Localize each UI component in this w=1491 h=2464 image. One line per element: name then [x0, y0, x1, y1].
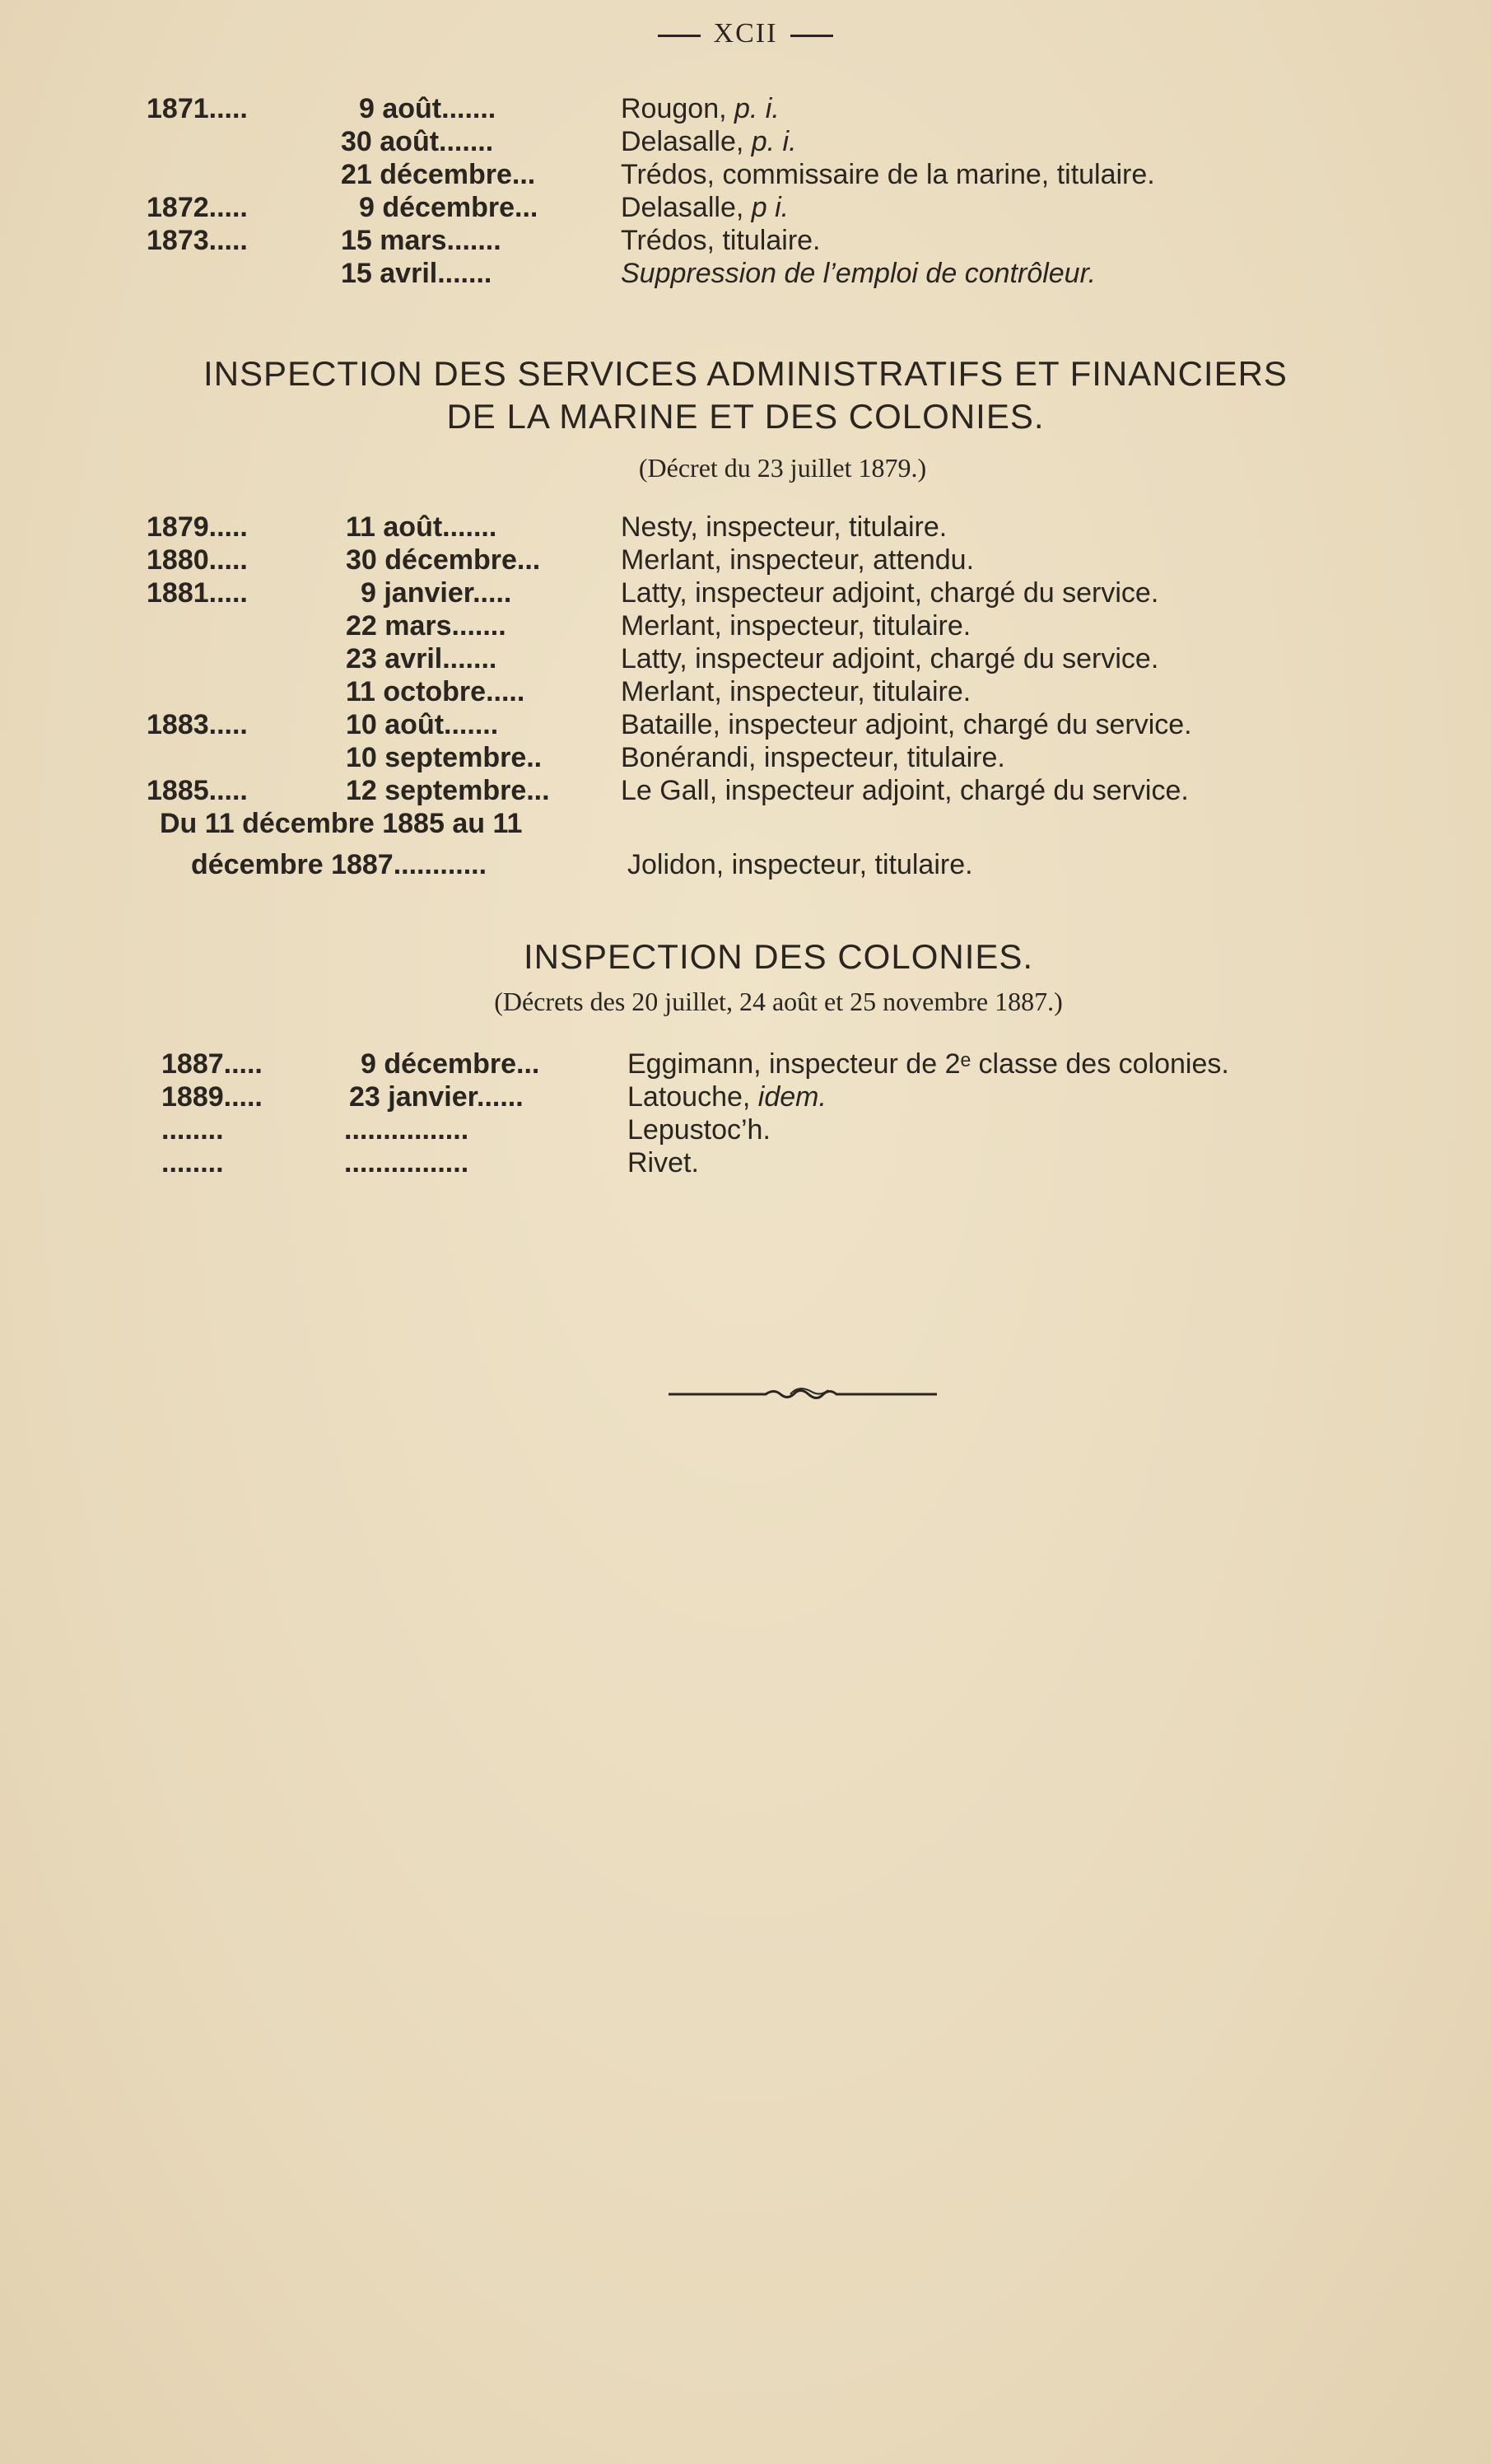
table-row	[0, 708, 1491, 741]
table-row	[0, 158, 1491, 191]
row-name: Merlant, inspecteur, titulaire.	[621, 610, 971, 642]
row-date: 15 mars.......	[341, 225, 501, 256]
table-row	[0, 1048, 1491, 1080]
page-header	[0, 18, 1491, 49]
row-name-text: Delasalle,	[621, 192, 752, 223]
row-name-text: Rougon,	[621, 93, 734, 124]
row-name: Lepustoc’h.	[627, 1114, 771, 1146]
row-year: 1889.....	[161, 1081, 263, 1113]
row-year: 1885.....	[147, 775, 248, 806]
row-name: Nesty, inspecteur, titulaire.	[621, 511, 948, 543]
page-number: XCII	[713, 18, 778, 49]
header-dash-right	[790, 35, 833, 37]
table-row	[0, 609, 1491, 642]
row-year: 1873.....	[147, 225, 248, 256]
table-row	[0, 92, 1491, 125]
row-name	[627, 1080, 827, 1113]
row-year: 1879.....	[147, 511, 248, 543]
row-year: 1871.....	[147, 93, 248, 124]
row-date: 9 décembre...	[361, 1048, 540, 1080]
row-date: 15 avril.......	[341, 258, 492, 289]
table-row	[0, 511, 1491, 544]
row-name: Merlant, inspecteur, titulaire.	[621, 676, 971, 707]
section-title: INSPECTION DES COLONIES.	[523, 937, 1034, 976]
row-name-text: Latouche,	[627, 1081, 758, 1113]
row-name	[621, 191, 789, 224]
row-date: 10 août.......	[346, 709, 499, 740]
table-row	[0, 1113, 1491, 1146]
table-row	[0, 1080, 1491, 1113]
row-date: ................	[344, 1147, 469, 1178]
row-name	[621, 92, 780, 125]
row-date: 30 août.......	[341, 126, 494, 157]
section-subtitle: (Décrets des 20 juillet, 24 août et 25 novembre 1887.)	[494, 987, 1063, 1016]
table-row	[0, 807, 1491, 840]
row-date: 11 octobre.....	[346, 676, 525, 707]
row-year: 1883.....	[147, 709, 248, 740]
decorative-ornament-icon	[667, 1382, 939, 1407]
row-date: 23 janvier......	[349, 1081, 524, 1113]
row-year: 1872.....	[147, 192, 248, 223]
row-date: 21 décembre...	[341, 159, 536, 190]
row-name-italic: p i.	[751, 192, 790, 223]
row-name: Bataille, inspecteur adjoint, chargé du service.	[621, 709, 1192, 740]
row-date: 23 avril.......	[346, 643, 497, 674]
row-name-italic: p. i.	[751, 126, 797, 157]
table-row	[0, 675, 1491, 708]
row-name: Latty, inspecteur adjoint, chargé du service.	[621, 577, 1159, 609]
row-date: 11 août.......	[346, 511, 497, 543]
row-name-italic: Suppression de l’emploi de contrôleur.	[621, 258, 1097, 289]
section-title-line2: DE LA MARINE ET DES COLONIES.	[446, 397, 1045, 436]
row-name-italic: p. i.	[734, 93, 780, 124]
table-row	[0, 125, 1491, 158]
row-year: ........	[161, 1147, 224, 1178]
row-name: Rivet.	[627, 1147, 699, 1178]
row-name: Le Gall, inspecteur adjoint, chargé du service.	[621, 775, 1189, 806]
row-name	[621, 125, 797, 158]
row-name: Merlant, inspecteur, attendu.	[621, 544, 975, 576]
section-title: INSPECTION DES SERVICES ADMINISTRATIFS ET FINANCIERS	[203, 354, 1288, 393]
table-row	[0, 642, 1491, 675]
row-date: ................	[344, 1114, 469, 1146]
row-date: 30 décembre...	[346, 544, 541, 576]
header-dash-left	[658, 35, 701, 37]
table-row	[0, 544, 1491, 576]
row-name: Trédos, titulaire.	[621, 225, 821, 256]
row-date: 12 septembre...	[346, 775, 550, 806]
row-date: 10 septembre..	[346, 742, 543, 773]
row-name-italic: idem.	[757, 1081, 827, 1113]
row-date: 9 décembre...	[359, 192, 538, 223]
row-year: 1881.....	[147, 577, 248, 609]
row-date-span: Du 11 décembre 1885 au 11	[160, 808, 523, 839]
row-date: 9 janvier.....	[361, 577, 512, 609]
table-row	[0, 1146, 1491, 1179]
row-date: 9 août.......	[359, 93, 496, 124]
table-row	[0, 774, 1491, 807]
table-row	[0, 257, 1491, 290]
row-name: Latty, inspecteur adjoint, chargé du service.	[621, 643, 1159, 674]
table-row	[0, 741, 1491, 774]
row-date: 22 mars.......	[346, 610, 506, 642]
row-name: Eggimann, inspecteur de 2ᵉ classe des colonies.	[627, 1048, 1229, 1080]
table-row	[0, 576, 1491, 609]
table-row	[0, 848, 1491, 881]
row-year: 1880.....	[147, 544, 248, 576]
row-name: Bonérandi, inspecteur, titulaire.	[621, 742, 1005, 773]
section-subtitle: (Décret du 23 juillet 1879.)	[638, 453, 927, 483]
table-row	[0, 191, 1491, 224]
row-year: ........	[161, 1114, 224, 1146]
row-date-span-cont: décembre 1887............	[191, 849, 487, 880]
table-row	[0, 224, 1491, 257]
row-name: Trédos, commissaire de la marine, titulaire.	[621, 159, 1155, 190]
row-name: Jolidon, inspecteur, titulaire.	[627, 849, 973, 880]
row-name-text: Delasalle,	[621, 126, 752, 157]
row-year: 1887.....	[161, 1048, 263, 1080]
